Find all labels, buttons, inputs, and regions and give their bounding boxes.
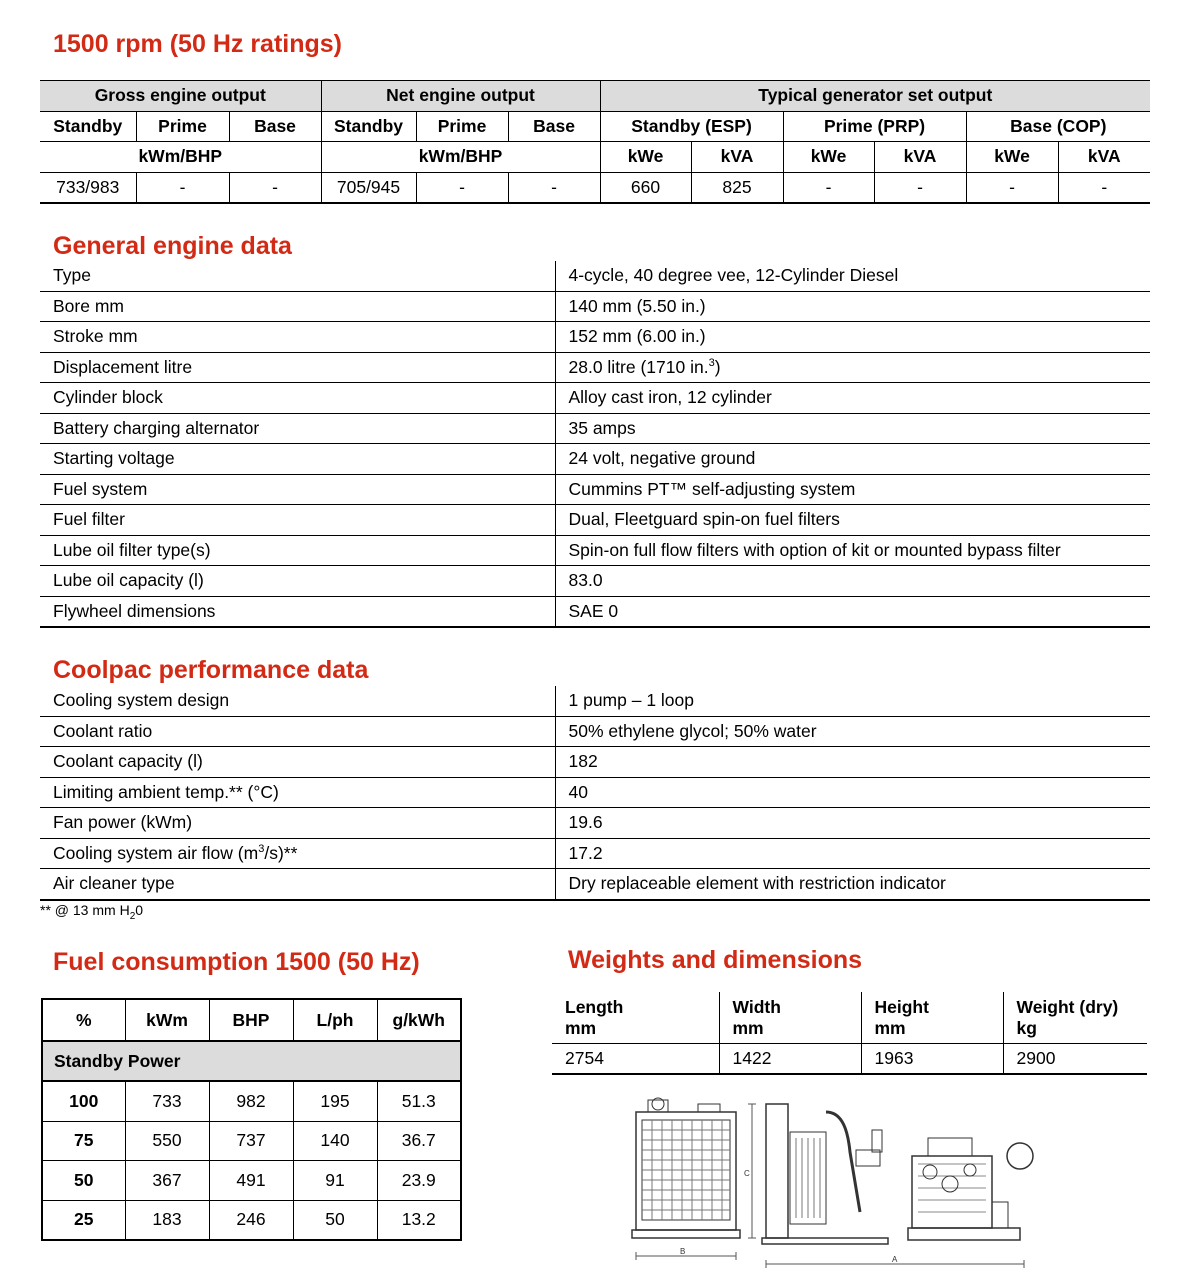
row-label-text: Cooling system design (53, 690, 230, 711)
data-row (40, 291, 1150, 322)
fuel-cell: 183 (125, 1200, 209, 1240)
unit-cell: kVA (1058, 142, 1150, 173)
fuel-header: kWm (125, 999, 209, 1041)
fuel-row (42, 1081, 461, 1121)
data-row (40, 383, 1150, 414)
dimension-label-c: C (744, 1169, 750, 1178)
fuel-title: Fuel consumption 1500 (50 Hz) (53, 948, 420, 976)
sub-header: Base (COP) (966, 111, 1150, 142)
row-value (555, 686, 1150, 716)
fuel-cell: 50 (293, 1200, 377, 1240)
footnote-text: ** @ 13 mm H (40, 902, 130, 918)
row-value (555, 566, 1150, 597)
fuel-cell: 13.2 (377, 1200, 461, 1240)
sub-header: Standby (ESP) (600, 111, 783, 142)
weights-header-name: Width (732, 996, 781, 1017)
radiator-front-view (632, 1098, 740, 1238)
fuel-header: BHP (209, 999, 293, 1041)
fuel-section-row (42, 1041, 461, 1081)
fuel-cell: 75 (42, 1121, 125, 1161)
row-label (40, 535, 555, 566)
value-cell: - (966, 172, 1058, 203)
data-row (40, 322, 1150, 353)
weights-header (861, 992, 1003, 1044)
fuel-header: L/ph (293, 999, 377, 1041)
engine-side-view (908, 1138, 1033, 1240)
row-value (555, 322, 1150, 353)
row-value (555, 291, 1150, 322)
row-label-text: Lube oil capacity (l) (53, 570, 204, 591)
group-genset: Typical generator set output (600, 81, 1150, 112)
row-label-text: Bore mm (53, 295, 124, 316)
data-row (40, 747, 1150, 778)
row-label (40, 383, 555, 414)
row-value (555, 261, 1150, 291)
row-label-text: Lube oil filter type(s) (53, 539, 211, 560)
row-label-text: Fan power (kWm) (53, 812, 193, 833)
value-cell: - (783, 172, 874, 203)
fuel-row (42, 1121, 461, 1161)
dimension-label-a: A (892, 1255, 898, 1264)
data-row (40, 566, 1150, 597)
row-label (40, 444, 555, 475)
weights-value: 2900 (1003, 1044, 1147, 1075)
row-value-text: Dry replaceable element with restriction indicator (568, 873, 946, 894)
dimension-label-b: B (680, 1247, 686, 1256)
coolpac-table (40, 686, 1150, 901)
unit-cell: kWm/BHP (321, 142, 600, 173)
ratings-table (40, 80, 1150, 204)
row-label (40, 747, 555, 778)
fuel-cell: 195 (293, 1081, 377, 1121)
weights-header (719, 992, 861, 1044)
row-value-text: Alloy cast iron, 12 cylinder (568, 387, 772, 408)
sub-header: Prime (PRP) (783, 111, 966, 142)
row-label-text: Fuel system (53, 478, 148, 499)
fuel-header: g/kWh (377, 999, 461, 1041)
row-label (40, 869, 555, 900)
row-label-text: Coolant ratio (53, 720, 153, 741)
fuel-cell: 550 (125, 1121, 209, 1161)
fuel-cell: 367 (125, 1161, 209, 1201)
unit-cell: kWe (966, 142, 1058, 173)
sub-header: Prime (416, 111, 508, 142)
row-label (40, 352, 555, 383)
data-row (40, 505, 1150, 536)
sub-header: Standby (321, 111, 416, 142)
value-cell: 660 (600, 172, 691, 203)
value-cell: 733/983 (40, 172, 136, 203)
value-cell: - (1058, 172, 1150, 203)
row-value (555, 869, 1150, 900)
data-row (40, 596, 1150, 627)
weights-value: 1963 (861, 1044, 1003, 1075)
fuel-section-label: Standby Power (42, 1041, 461, 1081)
row-label-sup: 3 (258, 842, 265, 855)
weights-value: 2754 (552, 1044, 719, 1075)
fuel-cell: 91 (293, 1161, 377, 1201)
row-value (555, 383, 1150, 414)
row-label-text: Type (53, 265, 91, 286)
general-title: General engine data (53, 232, 292, 260)
row-label (40, 777, 555, 808)
radiator-side-view (762, 1104, 888, 1244)
fuel-cell: 733 (125, 1081, 209, 1121)
fuel-cell: 25 (42, 1200, 125, 1240)
fuel-cell: 23.9 (377, 1161, 461, 1201)
row-label (40, 261, 555, 291)
row-label-text: Fuel filter (53, 509, 125, 530)
row-value-text: 83.0 (568, 570, 603, 591)
row-label-tail: /s)** (264, 842, 298, 863)
sub-header: Base (229, 111, 321, 142)
fuel-cell: 737 (209, 1121, 293, 1161)
fuel-cell: 51.3 (377, 1081, 461, 1121)
weights-header-unit: mm (565, 1017, 597, 1038)
value-cell: - (874, 172, 966, 203)
weights-table (552, 992, 1147, 1075)
fuel-cell: 982 (209, 1081, 293, 1121)
ratings-unit-row (40, 142, 1150, 173)
footnote-tail: 0 (135, 902, 144, 918)
fuel-cell: 36.7 (377, 1121, 461, 1161)
data-row (40, 413, 1150, 444)
footnote-sub: 2 (129, 910, 136, 922)
value-cell: - (229, 172, 321, 203)
row-value (555, 474, 1150, 505)
weights-header (1003, 992, 1147, 1044)
row-value-text: 24 volt, negative ground (568, 448, 756, 469)
row-value-text: Cummins PT™ self-adjusting system (568, 478, 856, 499)
weights-header-name: Length (565, 996, 624, 1017)
weights-header-row (552, 992, 1147, 1044)
data-row (40, 808, 1150, 839)
row-label (40, 322, 555, 353)
fuel-cell: 100 (42, 1081, 125, 1121)
weights-value-row (552, 1044, 1147, 1075)
row-label (40, 686, 555, 716)
fuel-row (42, 1161, 461, 1201)
row-value-text: 19.6 (568, 812, 603, 833)
row-label (40, 291, 555, 322)
coolpac-footnote (40, 902, 143, 922)
value-cell: - (416, 172, 508, 203)
fuel-cell: 246 (209, 1200, 293, 1240)
data-row (40, 869, 1150, 900)
ratings-sub-row (40, 111, 1150, 142)
row-value (555, 716, 1150, 747)
weights-value: 1422 (719, 1044, 861, 1075)
general-table (40, 261, 1150, 628)
row-value-text: 1 pump – 1 loop (568, 690, 695, 711)
row-label (40, 474, 555, 505)
data-row (40, 686, 1150, 716)
unit-cell: kWe (783, 142, 874, 173)
row-label-text: Battery charging alternator (53, 417, 260, 438)
row-value-text: 140 mm (5.50 in.) (568, 295, 706, 316)
row-label (40, 838, 555, 869)
data-row (40, 261, 1150, 291)
value-cell: 705/945 (321, 172, 416, 203)
row-label-text: Starting voltage (53, 448, 175, 469)
row-label (40, 413, 555, 444)
value-cell: - (136, 172, 229, 203)
row-label-text: Stroke mm (53, 326, 138, 347)
value-cell: 825 (691, 172, 783, 203)
row-label-text: Cylinder block (53, 387, 163, 408)
weights-header-name: Height (874, 996, 929, 1017)
group-gross: Gross engine output (40, 81, 321, 112)
row-value-text: Spin-on full flow filters with option of kit or mounted bypass filter (568, 539, 1061, 560)
row-value (555, 596, 1150, 627)
unit-cell: kVA (691, 142, 783, 173)
unit-cell: kWe (600, 142, 691, 173)
weights-header (552, 992, 719, 1044)
row-value (555, 413, 1150, 444)
row-value-tail: ) (714, 356, 721, 377)
row-label (40, 505, 555, 536)
row-value (555, 444, 1150, 475)
fuel-header-row (42, 999, 461, 1041)
row-value-text: 152 mm (6.00 in.) (568, 326, 706, 347)
row-value-text: 182 (568, 751, 598, 772)
weights-header-name: Weight (dry) (1016, 996, 1119, 1017)
data-row (40, 838, 1150, 869)
fuel-table (41, 998, 462, 1241)
row-value-text: Dual, Fleetguard spin-on fuel filters (568, 509, 840, 530)
unit-cell: kWm/BHP (40, 142, 321, 173)
row-value-text: 4-cycle, 40 degree vee, 12-Cylinder Diesel (568, 265, 899, 286)
fuel-header: % (42, 999, 125, 1041)
data-row (40, 474, 1150, 505)
row-value (555, 747, 1150, 778)
data-row (40, 716, 1150, 747)
value-cell: - (508, 172, 600, 203)
row-label-text: Coolant capacity (l) (53, 751, 203, 772)
row-value (555, 777, 1150, 808)
weights-header-unit: kg (1016, 1017, 1037, 1038)
weights-header-unit: mm (732, 1017, 764, 1038)
sub-header: Standby (40, 111, 136, 142)
fuel-cell: 140 (293, 1121, 377, 1161)
row-label (40, 566, 555, 597)
fuel-row (42, 1200, 461, 1240)
row-value-text: 28.0 litre (1710 in. (568, 356, 709, 377)
weights-title: Weights and dimensions (568, 946, 863, 974)
unit-cell: kVA (874, 142, 966, 173)
row-value-text: 40 (568, 781, 588, 802)
row-value (555, 838, 1150, 869)
data-row (40, 777, 1150, 808)
data-row (40, 535, 1150, 566)
row-label-text: Air cleaner type (53, 873, 175, 894)
data-row (40, 444, 1150, 475)
fuel-cell: 491 (209, 1161, 293, 1201)
fuel-cell: 50 (42, 1161, 125, 1201)
row-label-text: Flywheel dimensions (53, 600, 216, 621)
row-value (555, 505, 1150, 536)
ratings-group-row (40, 81, 1150, 112)
weights-header-unit: mm (874, 1017, 906, 1038)
row-value (555, 535, 1150, 566)
coolpac-title: Coolpac performance data (53, 656, 369, 684)
row-value (555, 352, 1150, 383)
row-label-text: Displacement litre (53, 356, 193, 377)
row-value-text: 50% ethylene glycol; 50% water (568, 720, 817, 741)
sub-header: Prime (136, 111, 229, 142)
engine-drawing (628, 1092, 1048, 1272)
row-label (40, 808, 555, 839)
row-label-text: Limiting ambient temp.** (°C) (53, 781, 279, 802)
data-row (40, 352, 1150, 383)
row-label (40, 596, 555, 627)
group-net: Net engine output (321, 81, 600, 112)
sub-header: Base (508, 111, 600, 142)
ratings-title: 1500 rpm (50 Hz ratings) (53, 30, 342, 58)
row-value (555, 808, 1150, 839)
row-label (40, 716, 555, 747)
row-value-text: 35 amps (568, 417, 636, 438)
row-value-text: 17.2 (568, 842, 603, 863)
row-value-sup: 3 (708, 356, 715, 369)
row-value-text: SAE 0 (568, 600, 619, 621)
row-label-text: Cooling system air flow (m (53, 842, 259, 863)
ratings-value-row (40, 172, 1150, 203)
